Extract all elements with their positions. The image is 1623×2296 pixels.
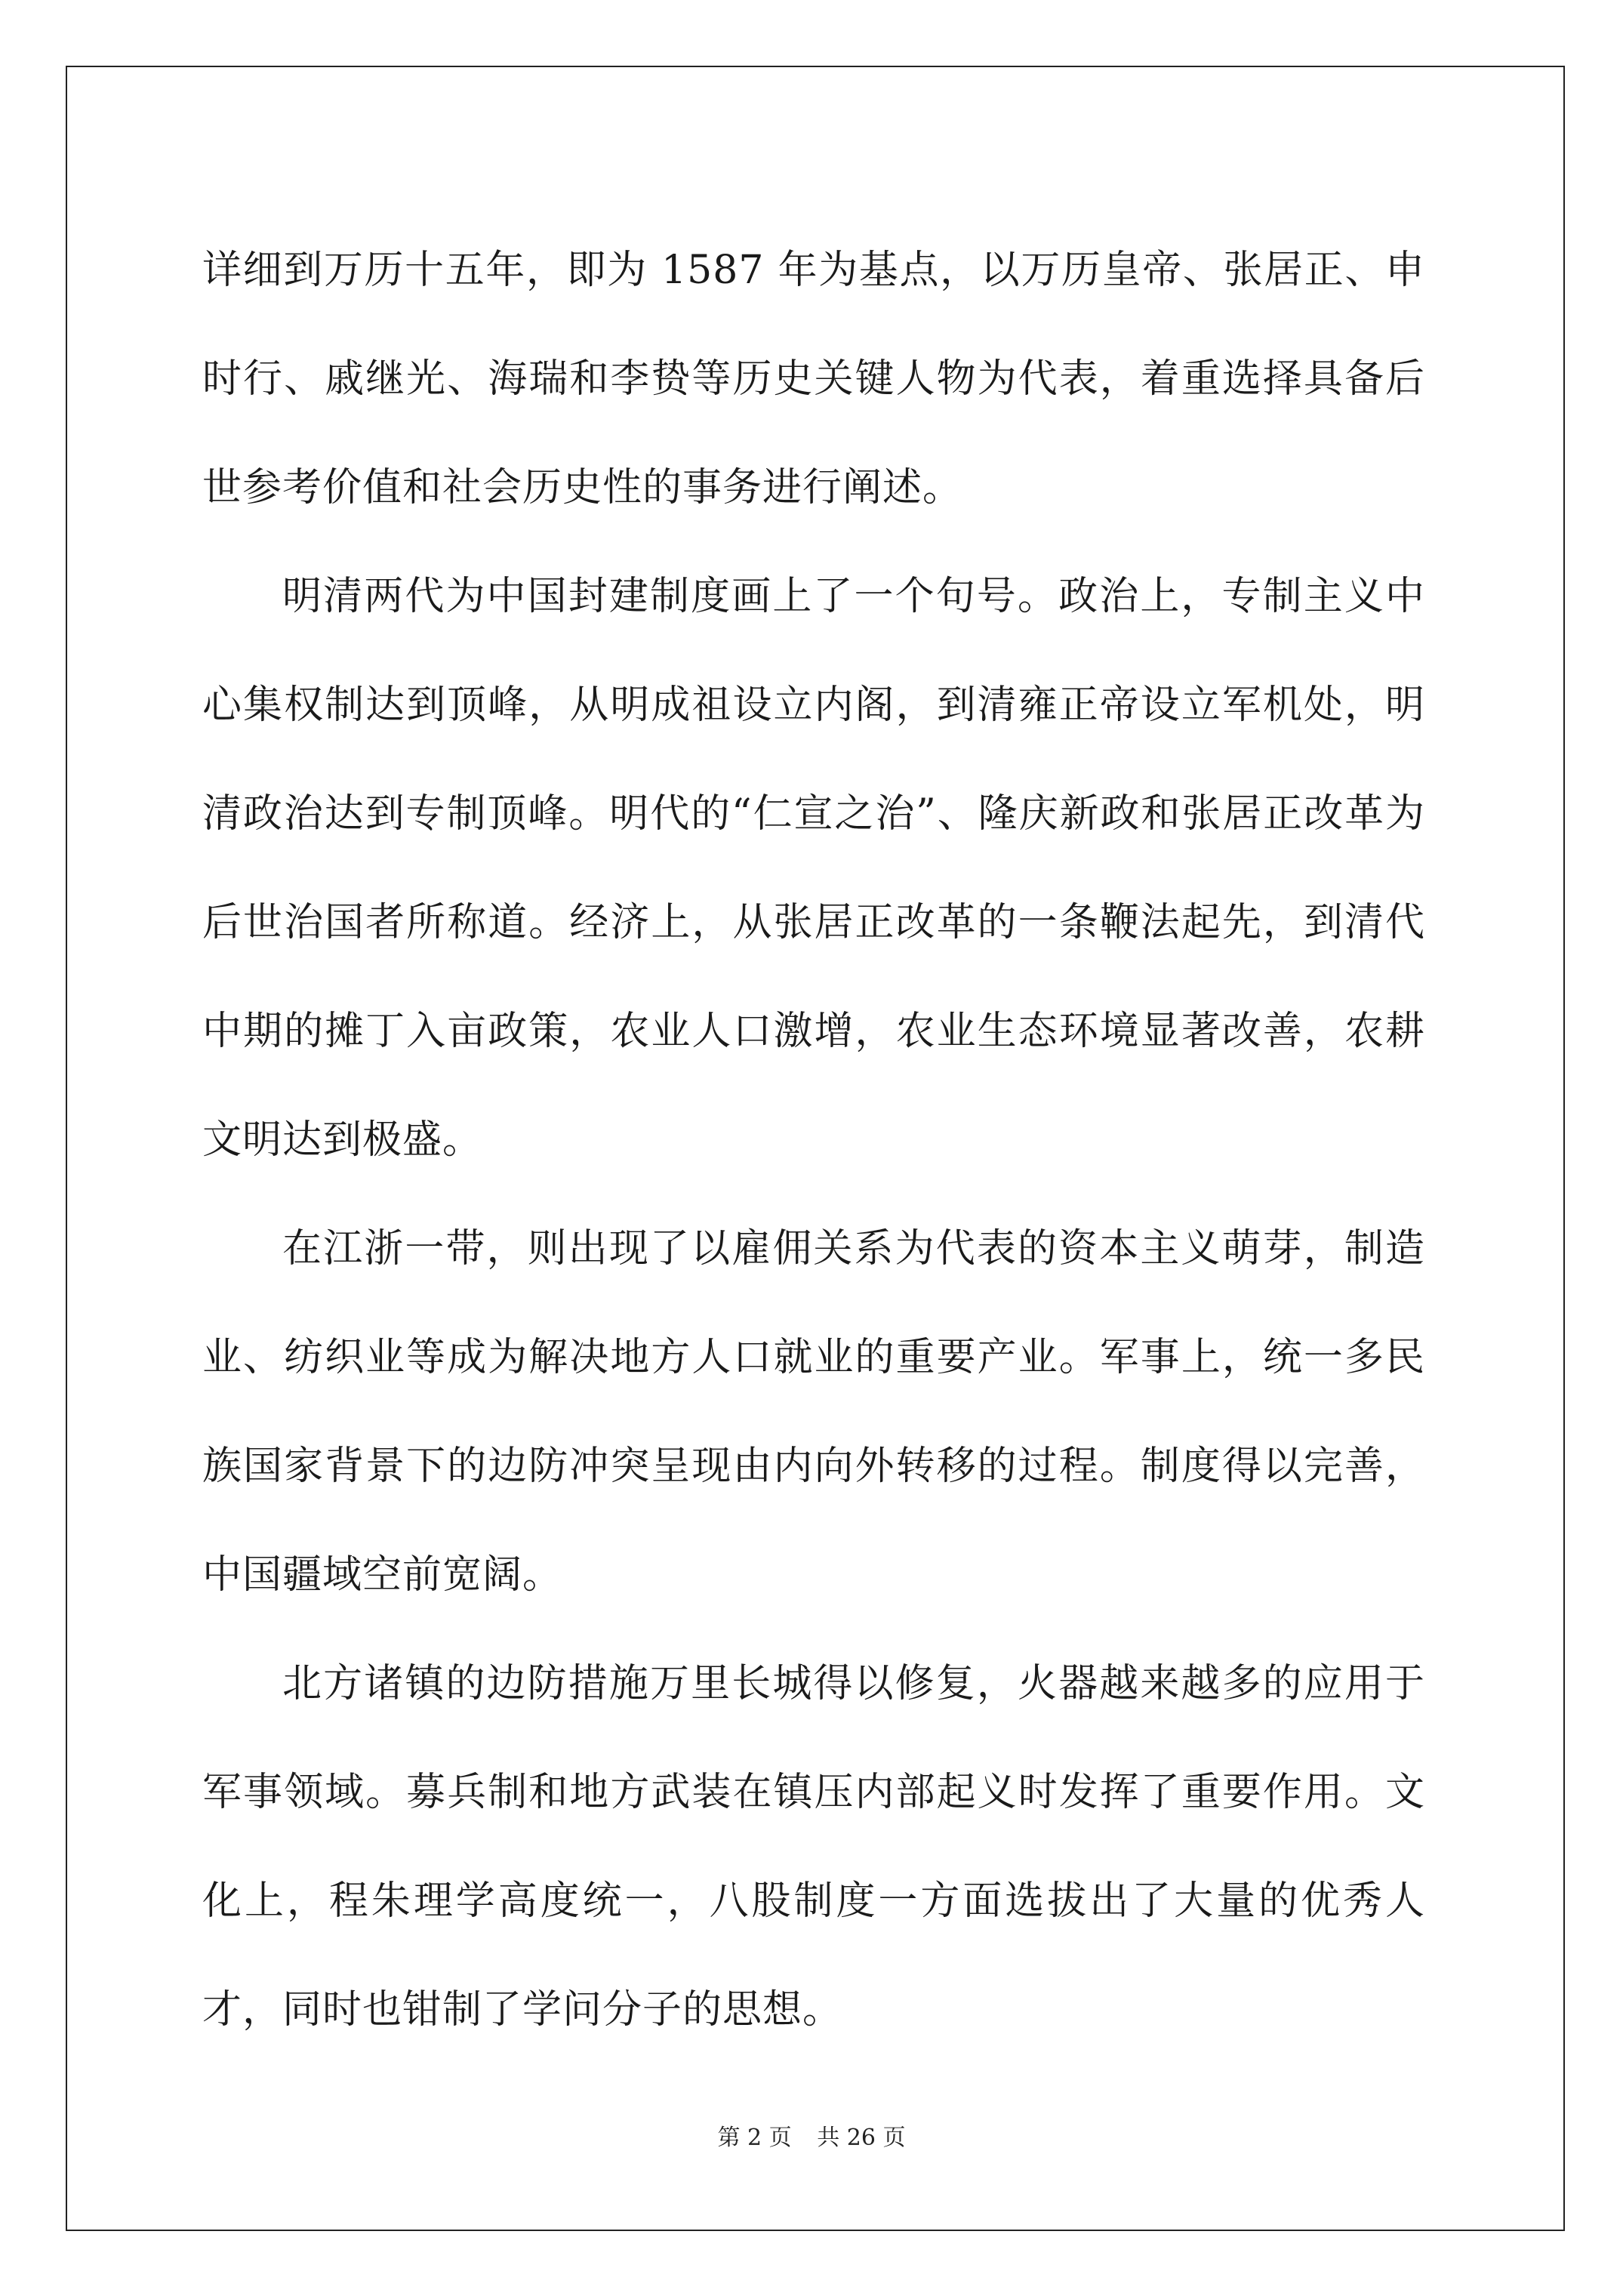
paragraph-continuation: 详细到万历十五年，即为 1587 年为基点，以万历皇帝、张居正、申时行、戚继光、海瑞和李贽等历史关键人物为代表，着重选择具备后世参考价值和社会历史性的事务进行阐述。 [202, 248, 1425, 510]
total-pages: 共 26 页 [817, 2125, 906, 2151]
paragraph-jiangzhe-military: 在江浙一带，则出现了以雇佣关系为代表的资本主义萌芽，制造业、纺织业等成为解决地方人口就业的重要产业。军事上，统一多民族国家背景下的边防冲突呈现由内向外转移的过程。制度得以完善，中国疆域空前宽阔。 [202, 1226, 1425, 1598]
page-number: 第 2 页 [717, 2125, 792, 2151]
paragraph-ming-qing-politics-economy: 明清两代为中国封建制度画上了一个句号。政治上，专制主义中心集权制达到顶峰，从明成祖设立内阁，到清雍正帝设立军机处，明清政治达到专制顶峰。明代的“仁宣之治”、隆庆新政和张居正改革为后世治国者所称道。经济上，从张居正改革的一条鞭法起先，到清代中期的摊丁入亩政策，农业人口激增，农业生态环境显著改善，农耕文明达到极盛。 [202, 574, 1425, 1163]
page-footer [0, 2123, 1623, 2153]
document-body [202, 216, 1425, 2064]
paragraph-northern-defense-culture: 北方诸镇的边防措施万里长城得以修复，火器越来越多的应用于军事领域。募兵制和地方武装在镇压内部起义时发挥了重要作用。文化上，程朱理学高度统一，八股制度一方面选拔出了大量的优秀人才，同时也钳制了学问分子的思想。 [202, 1661, 1425, 2032]
